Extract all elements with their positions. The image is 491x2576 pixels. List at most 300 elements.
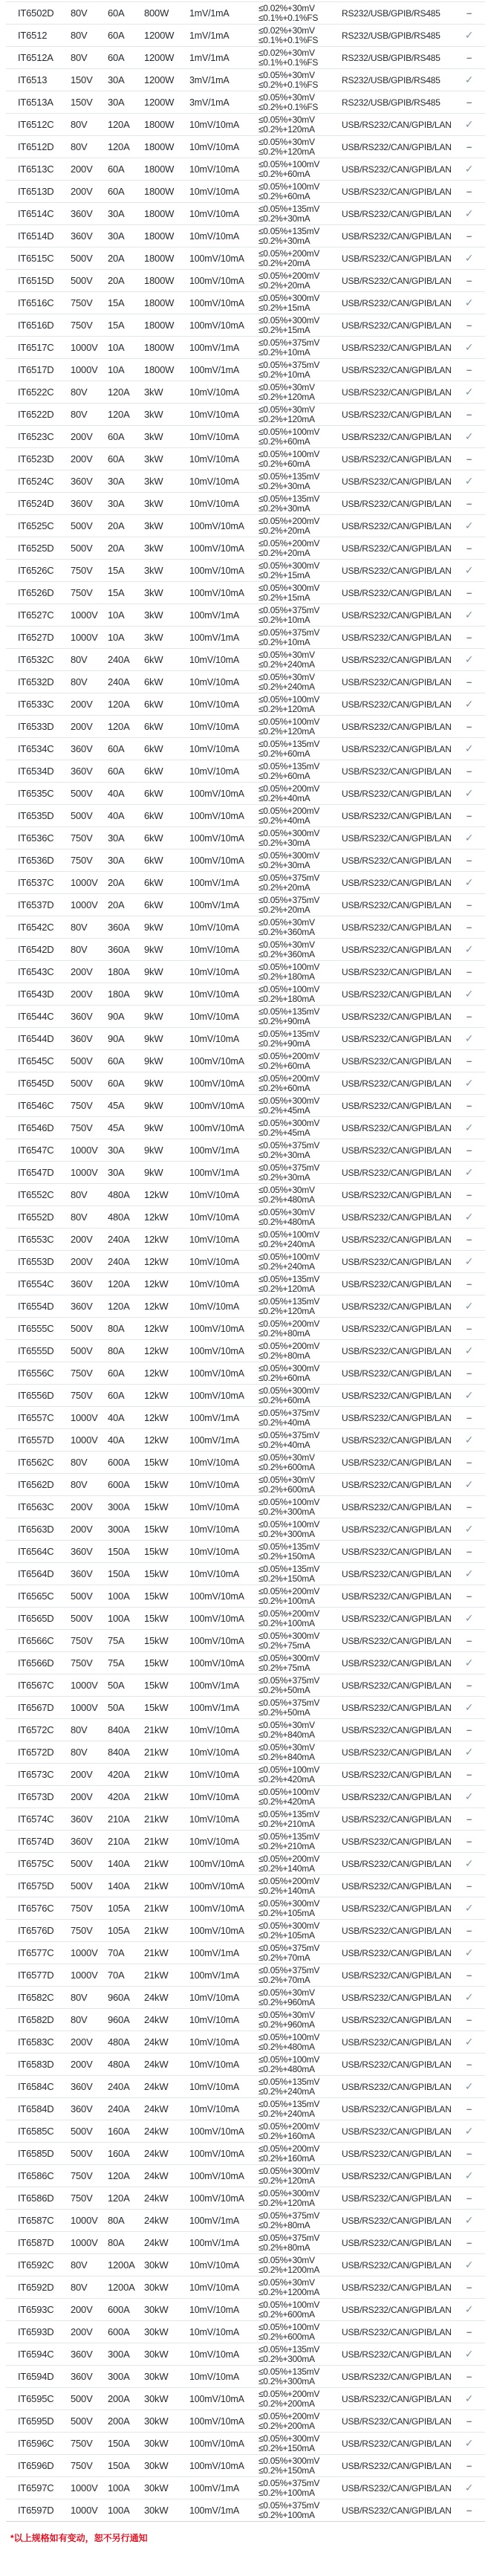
standard-mark-cell [453,1612,485,1625]
voltage-cell: 80V [71,922,88,933]
voltage-accuracy: ≤0.05%+375mV [258,1139,320,1151]
dash-icon: – [466,1368,472,1379]
accuracy-cell [258,1654,342,1673]
current-cell: 40A [108,1434,125,1446]
model-cell: IT6523D [18,453,54,465]
accuracy-cell [258,1431,342,1450]
current-accuracy: ≤0.2%+10mA [258,369,310,380]
resolution-cell: 10mV/10mA [189,2081,239,2092]
power-cell: 12kW [144,1390,169,1401]
voltage-cell: 200V [71,186,93,197]
table-row [6,1920,485,1942]
current-accuracy: ≤0.2%+480mA [258,1194,315,1205]
table-row [6,961,485,983]
voltage-accuracy: ≤0.05%+375mV [258,1964,320,1975]
check-icon: ✓ [464,118,474,130]
current-accuracy: ≤0.2%+10mA [258,346,310,357]
standard-mark-cell [453,1300,485,1313]
voltage-accuracy: ≤0.05%+100mV [258,181,320,192]
voltage-accuracy: ≤0.05%+375mV [258,359,320,370]
accuracy-cell [258,338,342,357]
voltage-cell: 500V [71,275,93,286]
model-cell: IT6577C [18,1947,54,1958]
accuracy-cell [258,918,342,937]
power-cell: 30kW [144,2393,169,2404]
voltage-cell: 200V [71,453,93,465]
model-cell: IT6512C [18,119,54,130]
power-cell: 9kW [144,1122,163,1133]
power-cell: 15kW [144,1635,169,1646]
current-cell: 60A [108,186,125,197]
voltage-accuracy: ≤0.05%+200mV [258,805,320,816]
table-row [6,1117,485,1139]
dash-icon: – [466,810,472,821]
table-row [6,1251,485,1273]
power-cell: 24kW [144,2126,169,2137]
power-cell: 1800W [144,141,175,152]
table-row [6,2143,485,2165]
table-row [6,1429,485,1452]
check-icon: ✓ [464,29,474,41]
current-cell: 300A [108,2349,130,2360]
table-row [6,1719,485,1741]
current-accuracy: ≤0.2%+600mA [258,1461,315,1472]
interfaces-cell: USB/RS232/CAN/GPIB/LAN [342,1613,452,1624]
table-row [6,1072,485,1095]
accuracy-cell [258,1230,342,1249]
current-cell: 480A [108,1189,130,1200]
power-cell: 15kW [144,1501,169,1512]
table-row [6,537,485,560]
model-cell: IT6584D [18,2103,54,2114]
standard-mark-cell [453,1991,485,2004]
power-cell: 6kW [144,877,163,888]
model-cell: IT6512D [18,141,54,152]
model-cell: IT6546D [18,1122,54,1133]
power-cell: 12kW [144,1345,169,1356]
dash-icon: – [466,1925,472,1936]
table-row [6,2499,485,2522]
table-row [6,1987,485,2009]
current-accuracy: ≤0.2%+480mA [258,1216,315,1227]
current-cell: 360A [108,944,130,955]
voltage-cell: 750V [71,1657,93,1669]
voltage-cell: 1000V [71,1680,98,1691]
resolution-cell: 100mV/10mA [189,2393,244,2404]
power-cell: 12kW [144,1434,169,1446]
interfaces-cell: USB/RS232/CAN/GPIB/LAN [342,2482,452,2494]
interfaces-cell: USB/RS232/CAN/GPIB/LAN [342,1055,452,1067]
check-icon: ✓ [464,2259,474,2271]
model-cell: IT6517C [18,342,54,353]
resolution-cell: 10mV/10mA [189,721,239,732]
model-cell: IT6554D [18,1301,54,1312]
dash-icon: – [466,1278,472,1289]
current-accuracy: ≤0.2%+45mA [258,1127,310,1138]
voltage-accuracy: ≤0.02%+30mV [258,2,315,13]
standard-mark-cell [453,810,485,821]
power-cell: 9kW [144,1167,163,1178]
interfaces-cell: USB/RS232/CAN/GPIB/LAN [342,1791,452,1802]
interfaces-cell: USB/RS232/CAN/GPIB/LAN [342,1278,452,1289]
voltage-cell: 200V [71,2059,93,2070]
dash-icon: – [466,1680,472,1691]
interfaces-cell: USB/RS232/CAN/GPIB/LAN [342,699,452,710]
table-row [6,1897,485,1920]
standard-mark-cell [453,1680,485,1691]
resolution-cell: 10mV/10mA [189,1033,239,1044]
current-accuracy: ≤0.2%+300mA [258,2375,315,2386]
standard-mark-cell [453,1278,485,1289]
model-cell: IT6595D [18,2415,54,2427]
current-accuracy: ≤0.2%+20mA [258,257,310,268]
standard-mark-cell [453,1635,485,1646]
power-cell: 15kW [144,1568,169,1579]
standard-mark-cell [453,141,485,152]
voltage-accuracy: ≤0.05%+300mV [258,2433,320,2444]
current-accuracy: ≤0.2%+420mA [258,1773,315,1784]
interfaces-cell: USB/RS232/CAN/GPIB/LAN [342,2460,452,2471]
current-accuracy: ≤0.2%+100mA [258,2509,315,2520]
standard-mark-cell [453,1546,485,1557]
table-row [6,1362,485,1385]
current-cell: 150A [108,2438,130,2449]
dash-icon: – [466,2505,472,2516]
current-cell: 30A [108,1167,125,1178]
voltage-accuracy: ≤0.05%+200mV [258,1853,320,1864]
interfaces-cell: USB/RS232/CAN/GPIB/LAN [342,2103,452,2114]
standard-mark-cell [453,988,485,1000]
voltage-accuracy: ≤0.05%+100mV [258,1764,320,1775]
accuracy-cell [258,740,342,759]
voltage-cell: 500V [71,1323,93,1334]
current-cell: 10A [108,609,125,621]
standard-mark-cell [453,341,485,354]
current-accuracy: ≤0.2%+100mA [258,2487,315,2498]
model-cell: IT6522C [18,386,54,398]
current-cell: 70A [108,1947,125,1958]
standard-mark-cell [453,1234,485,1245]
interfaces-cell: USB/RS232/CAN/GPIB/LAN [342,2059,452,2070]
accuracy-cell [258,628,342,647]
model-cell: IT6513A [18,97,53,108]
standard-mark-cell [453,966,485,977]
voltage-cell: 500V [71,1858,93,1869]
voltage-cell: 80V [71,1992,88,2003]
current-accuracy: ≤0.2%+80mA [258,1327,310,1339]
standard-mark-cell [453,1211,485,1223]
table-row [6,1273,485,1295]
current-cell: 120A [108,386,130,398]
interfaces-cell: USB/RS232/CAN/GPIB/LAN [342,2036,452,2048]
check-icon: ✓ [464,1567,474,1579]
current-accuracy: ≤0.2%+105mA [258,1929,315,1941]
dash-icon: – [466,453,472,465]
standard-mark-cell [453,1255,485,1268]
table-row [6,2210,485,2232]
power-cell: 3kW [144,632,163,643]
voltage-accuracy: ≤0.05%+375mV [258,627,320,638]
table-row [6,1518,485,1541]
table-row [6,1608,485,1630]
resolution-cell: 10mV/10mA [189,1546,239,1557]
table-row [6,136,485,158]
standard-mark-cell [453,230,485,242]
interfaces-cell: USB/RS232/CAN/GPIB/LAN [342,409,452,420]
voltage-cell: 80V [71,1211,88,1223]
resolution-cell: 100mV/10mA [189,1925,244,1936]
resolution-cell: 10mV/10mA [189,2059,239,2070]
voltage-accuracy: ≤0.05%+100mV [258,961,320,972]
table-row [6,1697,485,1719]
voltage-accuracy: ≤0.05%+30mV [258,69,315,80]
voltage-cell: 360V [71,1546,93,1557]
accuracy-cell [258,1520,342,1539]
current-accuracy: ≤0.2%+120mA [258,1305,315,1316]
power-cell: 6kW [144,899,163,910]
accuracy-cell [258,4,342,23]
voltage-cell: 80V [71,386,88,398]
current-accuracy: ≤0.2%+0.1%FS [258,79,319,90]
power-cell: 24kW [144,2059,169,2070]
table-row [6,2299,485,2321]
current-cell: 150A [108,1546,130,1557]
power-cell: 9kW [144,1078,163,1089]
current-accuracy: ≤0.2%+300mA [258,1506,315,1517]
current-accuracy: ≤0.2%+80mA [258,1350,310,1361]
current-accuracy: ≤0.2%+15mA [258,324,310,335]
voltage-cell: 200V [71,988,93,1000]
voltage-cell: 750V [71,587,93,598]
dash-icon: – [466,899,472,910]
voltage-cell: 500V [71,2415,93,2427]
dash-icon: – [466,1412,472,1423]
resolution-cell: 10mV/10mA [189,119,239,130]
table-row [6,426,485,448]
model-cell: IT6525D [18,543,54,554]
power-cell: 3kW [144,565,163,576]
standard-mark-cell [453,1657,485,1669]
current-cell: 20A [108,899,125,910]
model-cell: IT6597D [18,2505,54,2516]
voltage-accuracy: ≤0.05%+135mV [258,1006,320,1017]
current-accuracy: ≤0.2%+150mA [258,1573,315,1584]
power-cell: 800W [144,7,169,19]
accuracy-cell [258,606,342,625]
resolution-cell: 100mV/1mA [189,1145,239,1156]
voltage-accuracy: ≤0.05%+100mV [258,2031,320,2042]
standard-mark-cell [453,1946,485,1959]
current-accuracy: ≤0.2%+20mA [258,881,310,893]
model-cell: IT6534D [18,766,54,777]
voltage-accuracy: ≤0.05%+135mV [258,203,320,214]
voltage-cell: 1000V [71,899,98,910]
model-cell: IT6517D [18,364,54,375]
voltage-accuracy: ≤0.05%+300mV [258,1897,320,1909]
accuracy-cell [258,806,342,826]
current-accuracy: ≤0.2%+180mA [258,993,315,1004]
table-row [6,247,485,270]
table-row [6,1295,485,1318]
power-cell: 15kW [144,1524,169,1535]
interfaces-cell: USB/RS232/CAN/GPIB/LAN [342,2237,452,2248]
resolution-cell: 1mV/1mA [189,52,230,63]
table-row [6,916,485,939]
interfaces-cell: RS232/USB/GPIB/RS485 [342,74,440,85]
voltage-accuracy: ≤0.05%+375mV [258,2499,320,2511]
model-cell: IT6536D [18,855,54,866]
dash-icon: – [466,632,472,643]
voltage-cell: 360V [71,476,93,487]
accuracy-cell [258,2077,342,2097]
check-icon: ✓ [464,1991,474,2003]
voltage-cell: 200V [71,164,93,175]
check-icon: ✓ [464,252,474,264]
interfaces-cell: USB/RS232/CAN/GPIB/LAN [342,966,452,977]
table-row [6,1875,485,1897]
accuracy-cell [258,1208,342,1227]
model-cell: IT6535D [18,810,54,821]
voltage-cell: 200V [71,1234,93,1245]
accuracy-cell [258,762,342,781]
table-row [6,225,485,247]
voltage-accuracy: ≤0.05%+300mV [258,1630,320,1641]
current-accuracy: ≤0.2%+140mA [258,1863,315,1874]
dash-icon: – [466,1323,472,1334]
current-cell: 90A [108,1011,125,1022]
current-accuracy: ≤0.2%+100mA [258,1617,315,1628]
current-cell: 60A [108,1368,125,1379]
current-accuracy: ≤0.2%+60mA [258,436,310,447]
voltage-cell: 500V [71,1613,93,1624]
current-cell: 100A [108,2505,130,2516]
dash-icon: – [466,721,472,732]
standard-mark-cell [453,364,485,375]
dash-icon: – [466,1970,472,1981]
voltage-cell: 750V [71,2192,93,2204]
check-icon: ✓ [464,1166,474,1178]
current-cell: 60A [108,1078,125,1089]
interfaces-cell: USB/RS232/CAN/GPIB/LAN [342,922,452,933]
check-icon: ✓ [464,1300,474,1312]
current-accuracy: ≤0.2%+60mA [258,1082,310,1093]
accuracy-cell [258,1408,342,1428]
model-cell: IT6586D [18,2192,54,2204]
standard-mark-cell [453,1077,485,1090]
voltage-accuracy: ≤0.05%+200mV [258,270,320,281]
dash-icon: – [466,1635,472,1646]
standard-mark-cell [453,1189,485,1200]
table-row [6,1764,485,1786]
resolution-cell: 10mV/10mA [189,2014,239,2025]
accuracy-cell [258,1141,342,1160]
accuracy-cell [258,517,342,536]
resolution-cell: 10mV/10mA [189,743,239,754]
resolution-cell: 100mV/1mA [189,2215,239,2226]
interfaces-cell: USB/RS232/CAN/GPIB/LAN [342,1836,452,1847]
dash-icon: – [466,2059,472,2070]
standard-mark-cell [453,1368,485,1379]
table-row [6,1340,485,1362]
table-row [6,203,485,225]
check-icon: ✓ [464,1478,474,1490]
interfaces-cell: USB/RS232/CAN/GPIB/LAN [342,810,452,821]
resolution-cell: 10mV/10mA [189,2282,239,2293]
standard-mark-cell [453,787,485,800]
voltage-accuracy: ≤0.05%+100mV [258,448,320,459]
current-accuracy: ≤0.2%+30mA [258,213,310,224]
voltage-cell: 750V [71,855,93,866]
standard-mark-cell [453,1478,485,1491]
voltage-cell: 80V [71,7,88,19]
power-cell: 30kW [144,2460,169,2471]
voltage-cell: 200V [71,1791,93,1802]
accuracy-cell [258,450,342,469]
table-row [6,582,485,604]
resolution-cell: 10mV/10mA [189,654,239,665]
current-accuracy: ≤0.2%+210mA [258,1840,315,1851]
resolution-cell: 100mV/10mA [189,810,244,821]
model-cell: IT6547D [18,1167,54,1178]
power-cell: 24kW [144,2192,169,2204]
interfaces-cell: USB/RS232/CAN/GPIB/LAN [342,476,452,487]
voltage-accuracy: ≤0.05%+300mV [258,582,320,593]
voltage-accuracy: ≤0.05%+375mV [258,894,320,905]
current-cell: 840A [108,1724,130,1735]
check-icon: ✓ [464,943,474,955]
standard-mark-cell [453,2148,485,2159]
current-cell: 300A [108,2371,130,2382]
check-icon: ✓ [464,1946,474,1958]
voltage-accuracy: ≤0.05%+300mV [258,1652,320,1663]
dash-icon: – [466,855,472,866]
table-row [6,627,485,649]
voltage-accuracy: ≤0.05%+30mV [258,1987,315,1998]
voltage-cell: 200V [71,699,93,710]
current-cell: 120A [108,1301,130,1312]
model-cell: IT6585C [18,2126,54,2137]
accuracy-cell [258,1542,342,1562]
table-row [6,2009,485,2031]
current-cell: 1200A [108,2259,135,2271]
current-accuracy: ≤0.2%+150mA [258,1550,315,1562]
power-cell: 3kW [144,543,163,554]
current-accuracy: ≤0.2%+360mA [258,948,315,959]
voltage-cell: 200V [71,1501,93,1512]
standard-mark-cell [453,1344,485,1357]
interfaces-cell: USB/RS232/CAN/GPIB/LAN [342,1769,452,1780]
check-icon: ✓ [464,2214,474,2226]
dash-icon: – [466,2282,472,2293]
power-cell: 24kW [144,2014,169,2025]
accuracy-cell [258,1877,342,1896]
standard-mark-cell [453,564,485,577]
model-cell: IT6513 [18,74,48,85]
model-cell: IT6515C [18,253,54,264]
resolution-cell: 10mV/10mA [189,1301,239,1312]
standard-mark-cell [453,1032,485,1045]
model-cell: IT6543C [18,966,54,977]
table-row [6,2455,485,2477]
voltage-cell: 500V [71,520,93,531]
dash-icon: – [466,498,472,509]
accuracy-cell [258,137,342,157]
current-cell: 15A [108,565,125,576]
standard-mark-cell [453,1746,485,1758]
model-cell: IT6512 [18,30,48,41]
standard-mark-cell [453,97,485,108]
table-row [6,1385,485,1407]
